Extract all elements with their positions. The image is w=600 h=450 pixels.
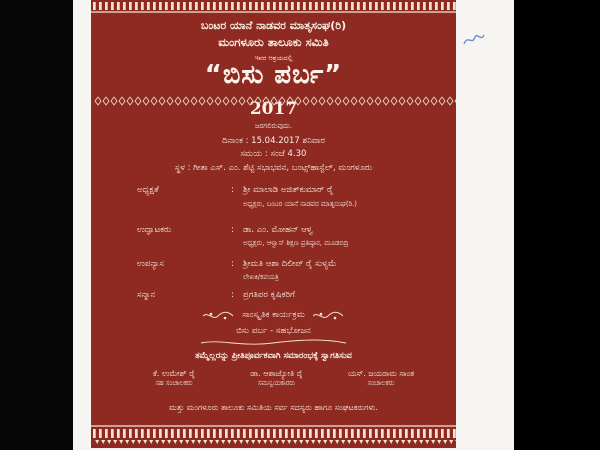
invitation-card [91, 0, 456, 448]
event-venue: ಸ್ಥಳ : ಗೀತಾ ಎಸ್. ಎಂ. ಶೆಟ್ಟಿ ಸಭಾಭವನ, ಬಂಟ್ಸ್‌ಹಾಸ್ಟೆಲ್, ಮಂಗಳೂರು [174, 163, 373, 173]
event-date: ದಿನಾಂಕ : 15.04.2017 ಶನಿವಾರ [222, 136, 325, 146]
host-name: ಕೆ. ಉಮೇಶ್ ರೈ [152, 369, 196, 378]
right-black-bar [514, 0, 600, 450]
detail-role: ಸನ್ಮಾನ [137, 290, 156, 300]
pen-scribble-mark [462, 30, 486, 50]
detail-name: ಪ್ರಗತಿಪರ ಕೃಷಿಕರಿಗೆ [243, 290, 295, 300]
detail-name: ಡಾ. ಎಂ. ಮೋಹನ್ ಆಳ್ವ [243, 225, 313, 235]
feast-line: ಬಿಸು ಪರ್ಬ - ಸಹಭೋಜನ [236, 326, 311, 336]
detail-colon: : [231, 259, 234, 269]
host-role: ಸಮನ್ವಯಕಾರರು [257, 379, 296, 387]
event-title: “ಬಿಸು ಪರ್ಬ” [204, 60, 343, 90]
detail-role: ಉದ್ಘಾಟಕರು [137, 225, 172, 235]
cultural-program: ಸಾಂಸ್ಕೃತಿಕ ಕಾರ್ಯಕ್ರಮ [242, 310, 305, 320]
auspices-line: ಇವರ ಆಶ್ರಯದಲ್ಲಿ [254, 54, 293, 62]
host-role: ಸಂಚಾಲಕರು [367, 379, 395, 387]
divider-ornament [91, 339, 456, 347]
host-entry [331, 369, 431, 387]
host-name: ಡಾ. ಆಶಾಜ್ಯೋತಿ ರೈ [250, 369, 303, 378]
detail-desc: ಲೇಖಕಿ/ಕವಯತ್ರಿ [243, 273, 279, 281]
detail-desc: ಅಧ್ಯಕ್ಷರು, ಆಳ್ವಾಸ್ ಶಿಕ್ಷಣ ಪ್ರತಿಷ್ಠಾನ, ಮೂಡಬಿದ್ರಿ [243, 239, 349, 247]
detail-colon: : [231, 290, 234, 300]
footer-note: ಮತ್ತು ಮಂಗಳೂರು ತಾಲೂಕು ಸಮಿತಿಯ ಸರ್ವ ಸದಸ್ಯರು ಹಾಗೂ ಸಂಘಟಕರುಗಳು. [169, 403, 378, 412]
detail-name: ಶ್ರೀಮತಿ ಆಶಾ ದಿಲೀಪ್ ರೈ ಸುಳ್ಯಮೆ [243, 259, 337, 269]
bottom-border-pattern [91, 424, 456, 448]
detail-role: ಅಧ್ಯಕ್ಷತೆ [137, 185, 159, 195]
detail-colon: : [231, 185, 234, 195]
top-border-pattern [91, 0, 456, 14]
host-entry [229, 369, 324, 387]
committee-name: ಮಂಗಳೂರು ತಾಲೂಕು ಸಮಿತಿ [218, 35, 329, 49]
welcome-line: ತಮ್ಮೆಲ್ಲರನ್ನು ಪ್ರೀತಿಪೂರ್ವಕವಾಗಿ ಸಮಾರಂಭಕ್ಕೆ ಸ್ವಾಗತಿಸುವ [195, 351, 352, 361]
host-entry [129, 369, 219, 387]
event-year: 2017 [249, 99, 298, 119]
will-be-held-text: ಜರಗಲಿರುವುದು. [254, 122, 293, 130]
host-name: ಯಸ್. ಜಯರಾಮ ಸಾಂತ [347, 369, 415, 378]
event-time: ಸಮಯ : ಸಂಜೆ 4.30 [240, 149, 307, 159]
left-black-bar [0, 0, 73, 450]
host-role: ಸಹ ಸಂಚಾಲಕರು [155, 379, 193, 387]
detail-name: ಶ್ರೀ ಮಾಲಾಡಿ ಅಜಿತ್‌ಕುಮಾರ್ ರೈ [243, 185, 334, 195]
detail-colon: : [231, 225, 234, 235]
detail-desc: ಅಧ್ಯಕ್ಷರು, ಬಂಟರ ಯಾನೆ ನಾಡವರ ಮಾತೃಸಂಘ(ರಿ.) [243, 200, 357, 208]
detail-role: ಉಪನ್ಯಾಸ [137, 259, 164, 269]
organization-name: ಬಂಟರ ಯಾನೆ ನಾಡವರ ಮಾತೃಸಂಘ(ರಿ) [200, 19, 347, 32]
